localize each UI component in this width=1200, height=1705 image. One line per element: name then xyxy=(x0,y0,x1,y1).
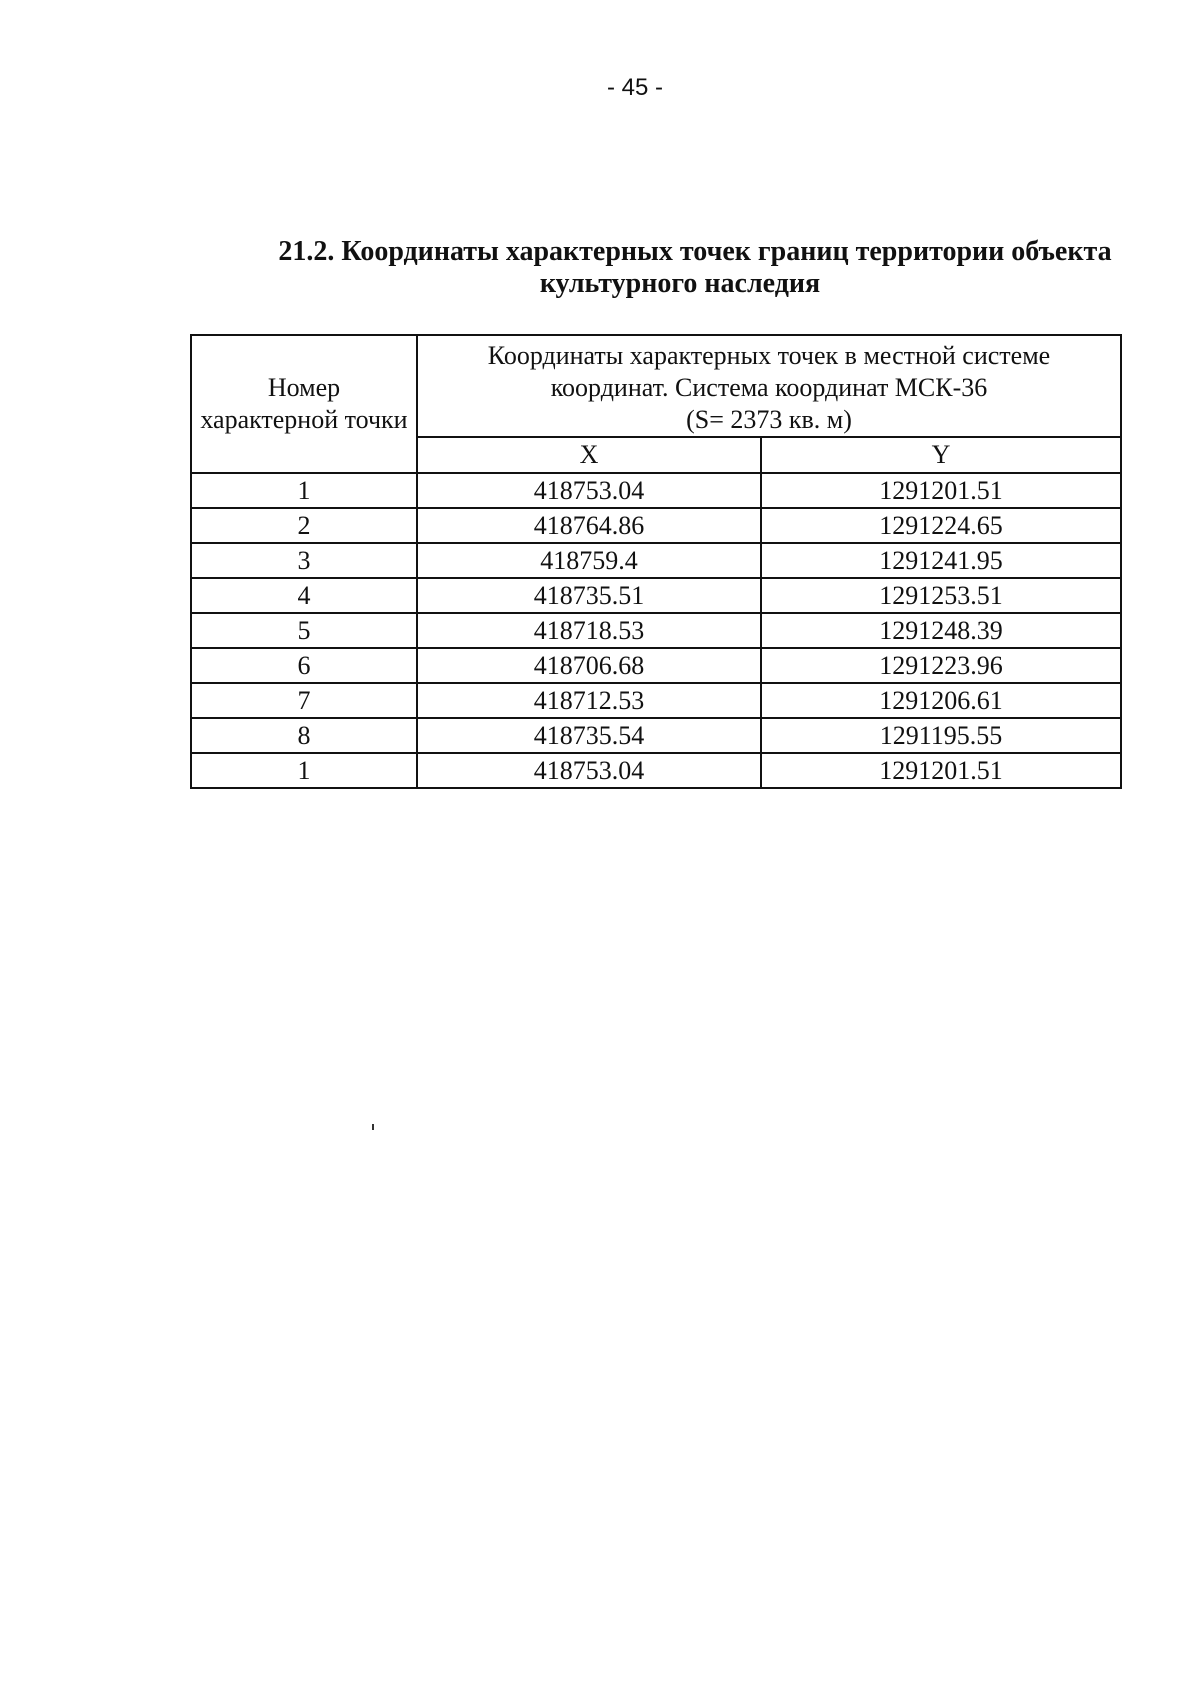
x-cell: 418735.51 xyxy=(417,578,761,613)
x-cell: 418718.53 xyxy=(417,613,761,648)
page-number: - 45 - xyxy=(606,74,663,101)
section-heading-line1: 21.2. Координаты характерных точек границ территории объекта xyxy=(278,236,1112,267)
coordinates-table xyxy=(190,334,1122,789)
x-cell: 418712.53 xyxy=(417,683,761,718)
coordinate-system-header-line3: (S= 2373 кв. м) xyxy=(686,405,852,434)
table-row xyxy=(191,718,1121,753)
point-cell: 5 xyxy=(191,613,417,648)
x-cell: 418735.54 xyxy=(417,718,761,753)
table-row xyxy=(191,683,1121,718)
table-row xyxy=(191,543,1121,578)
y-cell: 1291241.95 xyxy=(761,543,1121,578)
y-cell: 1291224.65 xyxy=(761,508,1121,543)
point-number-header: Номер характерной точки xyxy=(191,335,417,473)
point-cell: 2 xyxy=(191,508,417,543)
table-row xyxy=(191,613,1121,648)
table-row xyxy=(191,473,1121,508)
coordinate-system-header-line1: Координаты характерных точек в местной системе xyxy=(487,341,1051,370)
table-row xyxy=(191,753,1121,788)
y-header: Y xyxy=(761,437,1121,473)
point-cell: 8 xyxy=(191,718,417,753)
coordinate-system-header xyxy=(417,335,1121,437)
x-header: X xyxy=(417,437,761,473)
y-cell: 1291201.51 xyxy=(761,473,1121,508)
point-cell: 4 xyxy=(191,578,417,613)
section-heading xyxy=(255,236,1135,300)
scan-artifact-mark xyxy=(372,1124,374,1130)
x-cell: 418759.4 xyxy=(417,543,761,578)
y-cell: 1291201.51 xyxy=(761,753,1121,788)
x-cell: 418753.04 xyxy=(417,753,761,788)
point-cell: 6 xyxy=(191,648,417,683)
table-row xyxy=(191,508,1121,543)
table-row xyxy=(191,648,1121,683)
point-cell: 3 xyxy=(191,543,417,578)
point-cell: 1 xyxy=(191,753,417,788)
section-heading-line2: культурного наследия xyxy=(539,268,821,299)
x-cell: 418706.68 xyxy=(417,648,761,683)
table-row xyxy=(191,578,1121,613)
point-cell: 7 xyxy=(191,683,417,718)
x-cell: 418764.86 xyxy=(417,508,761,543)
y-cell: 1291248.39 xyxy=(761,613,1121,648)
x-cell: 418753.04 xyxy=(417,473,761,508)
y-cell: 1291253.51 xyxy=(761,578,1121,613)
table-header-row xyxy=(191,335,1121,437)
point-cell: 1 xyxy=(191,473,417,508)
y-cell: 1291195.55 xyxy=(761,718,1121,753)
coordinate-system-header-line2: координат. Система координат МСК-36 xyxy=(550,373,988,402)
y-cell: 1291223.96 xyxy=(761,648,1121,683)
y-cell: 1291206.61 xyxy=(761,683,1121,718)
